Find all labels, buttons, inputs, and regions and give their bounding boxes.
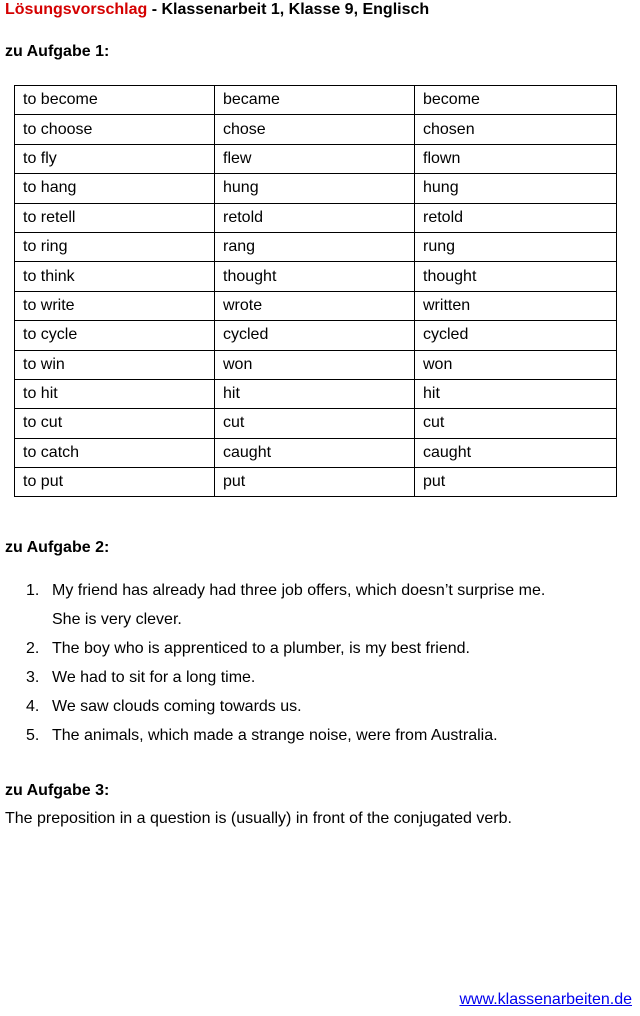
past-participle-cell: put (415, 468, 617, 497)
infinitive-cell: to cut (15, 409, 215, 438)
simple-past-cell: cycled (215, 321, 415, 350)
title-highlight: Lösungsvorschlag (5, 1, 148, 18)
item-text-continued: She is very clever. (52, 611, 182, 628)
past-participle-cell: become (415, 86, 617, 115)
document-title (5, 0, 429, 20)
past-participle-cell: thought (415, 262, 617, 291)
past-participle-cell: flown (415, 144, 617, 173)
simple-past-cell: put (215, 468, 415, 497)
past-participle-cell: hung (415, 174, 617, 203)
infinitive-cell: to hang (15, 174, 215, 203)
item-number: 1. (26, 582, 40, 599)
table-row (15, 291, 617, 320)
infinitive-cell: to think (15, 262, 215, 291)
infinitive-cell: to put (15, 468, 215, 497)
table-row (15, 350, 617, 379)
infinitive-cell: to catch (15, 438, 215, 467)
table-row (15, 262, 617, 291)
past-participle-cell: cut (415, 409, 617, 438)
table-row (15, 321, 617, 350)
simple-past-cell: cut (215, 409, 415, 438)
table-row (15, 379, 617, 408)
list-item (0, 692, 620, 721)
task3-heading: zu Aufgabe 3: (5, 782, 110, 799)
item-text: The animals, which made a strange noise, were from Australia. (52, 727, 498, 744)
table-row (15, 203, 617, 232)
infinitive-cell: to become (15, 86, 215, 115)
simple-past-cell: chose (215, 115, 415, 144)
table-row (15, 409, 617, 438)
infinitive-cell: to fly (15, 144, 215, 173)
website-link[interactable]: www.klassenarbeiten.de (459, 991, 632, 1008)
simple-past-cell: thought (215, 262, 415, 291)
list-item (0, 576, 620, 634)
simple-past-cell: caught (215, 438, 415, 467)
title-rest: - Klassenarbeit 1, Klasse 9, Englisch (147, 1, 430, 18)
table-row (15, 174, 617, 203)
simple-past-cell: flew (215, 144, 415, 173)
infinitive-cell: to write (15, 291, 215, 320)
past-participle-cell: caught (415, 438, 617, 467)
past-participle-cell: won (415, 350, 617, 379)
item-number: 3. (26, 669, 40, 686)
past-participle-cell: retold (415, 203, 617, 232)
simple-past-cell: won (215, 350, 415, 379)
infinitive-cell: to choose (15, 115, 215, 144)
item-text: My friend has already had three job offers, which doesn’t surprise me. (52, 582, 546, 599)
infinitive-cell: to cycle (15, 321, 215, 350)
infinitive-cell: to retell (15, 203, 215, 232)
table-row (15, 438, 617, 467)
table-row (15, 144, 617, 173)
table-row (15, 86, 617, 115)
task2-heading: zu Aufgabe 2: (5, 539, 110, 556)
simple-past-cell: wrote (215, 291, 415, 320)
list-item (0, 634, 620, 663)
verb-forms-table (14, 85, 617, 497)
list-item (0, 721, 620, 750)
simple-past-cell: rang (215, 232, 415, 261)
simple-past-cell: hit (215, 379, 415, 408)
infinitive-cell: to ring (15, 232, 215, 261)
list-item (0, 663, 620, 692)
simple-past-cell: retold (215, 203, 415, 232)
task3-answer-text: The preposition in a question is (usually) in front of the conjugated verb. (5, 810, 512, 827)
task1-heading: zu Aufgabe 1: (5, 43, 110, 60)
past-participle-cell: rung (415, 232, 617, 261)
table-row (15, 232, 617, 261)
table-row (15, 115, 617, 144)
infinitive-cell: to hit (15, 379, 215, 408)
item-text: The boy who is apprenticed to a plumber, is my best friend. (52, 640, 470, 657)
item-text: We saw clouds coming towards us. (52, 698, 302, 715)
task2-answer-list (0, 576, 620, 750)
simple-past-cell: became (215, 86, 415, 115)
table-row (15, 468, 617, 497)
past-participle-cell: hit (415, 379, 617, 408)
infinitive-cell: to win (15, 350, 215, 379)
item-number: 4. (26, 698, 40, 715)
simple-past-cell: hung (215, 174, 415, 203)
past-participle-cell: cycled (415, 321, 617, 350)
item-number: 5. (26, 727, 40, 744)
past-participle-cell: chosen (415, 115, 617, 144)
past-participle-cell: written (415, 291, 617, 320)
item-text: We had to sit for a long time. (52, 669, 256, 686)
item-number: 2. (26, 640, 40, 657)
